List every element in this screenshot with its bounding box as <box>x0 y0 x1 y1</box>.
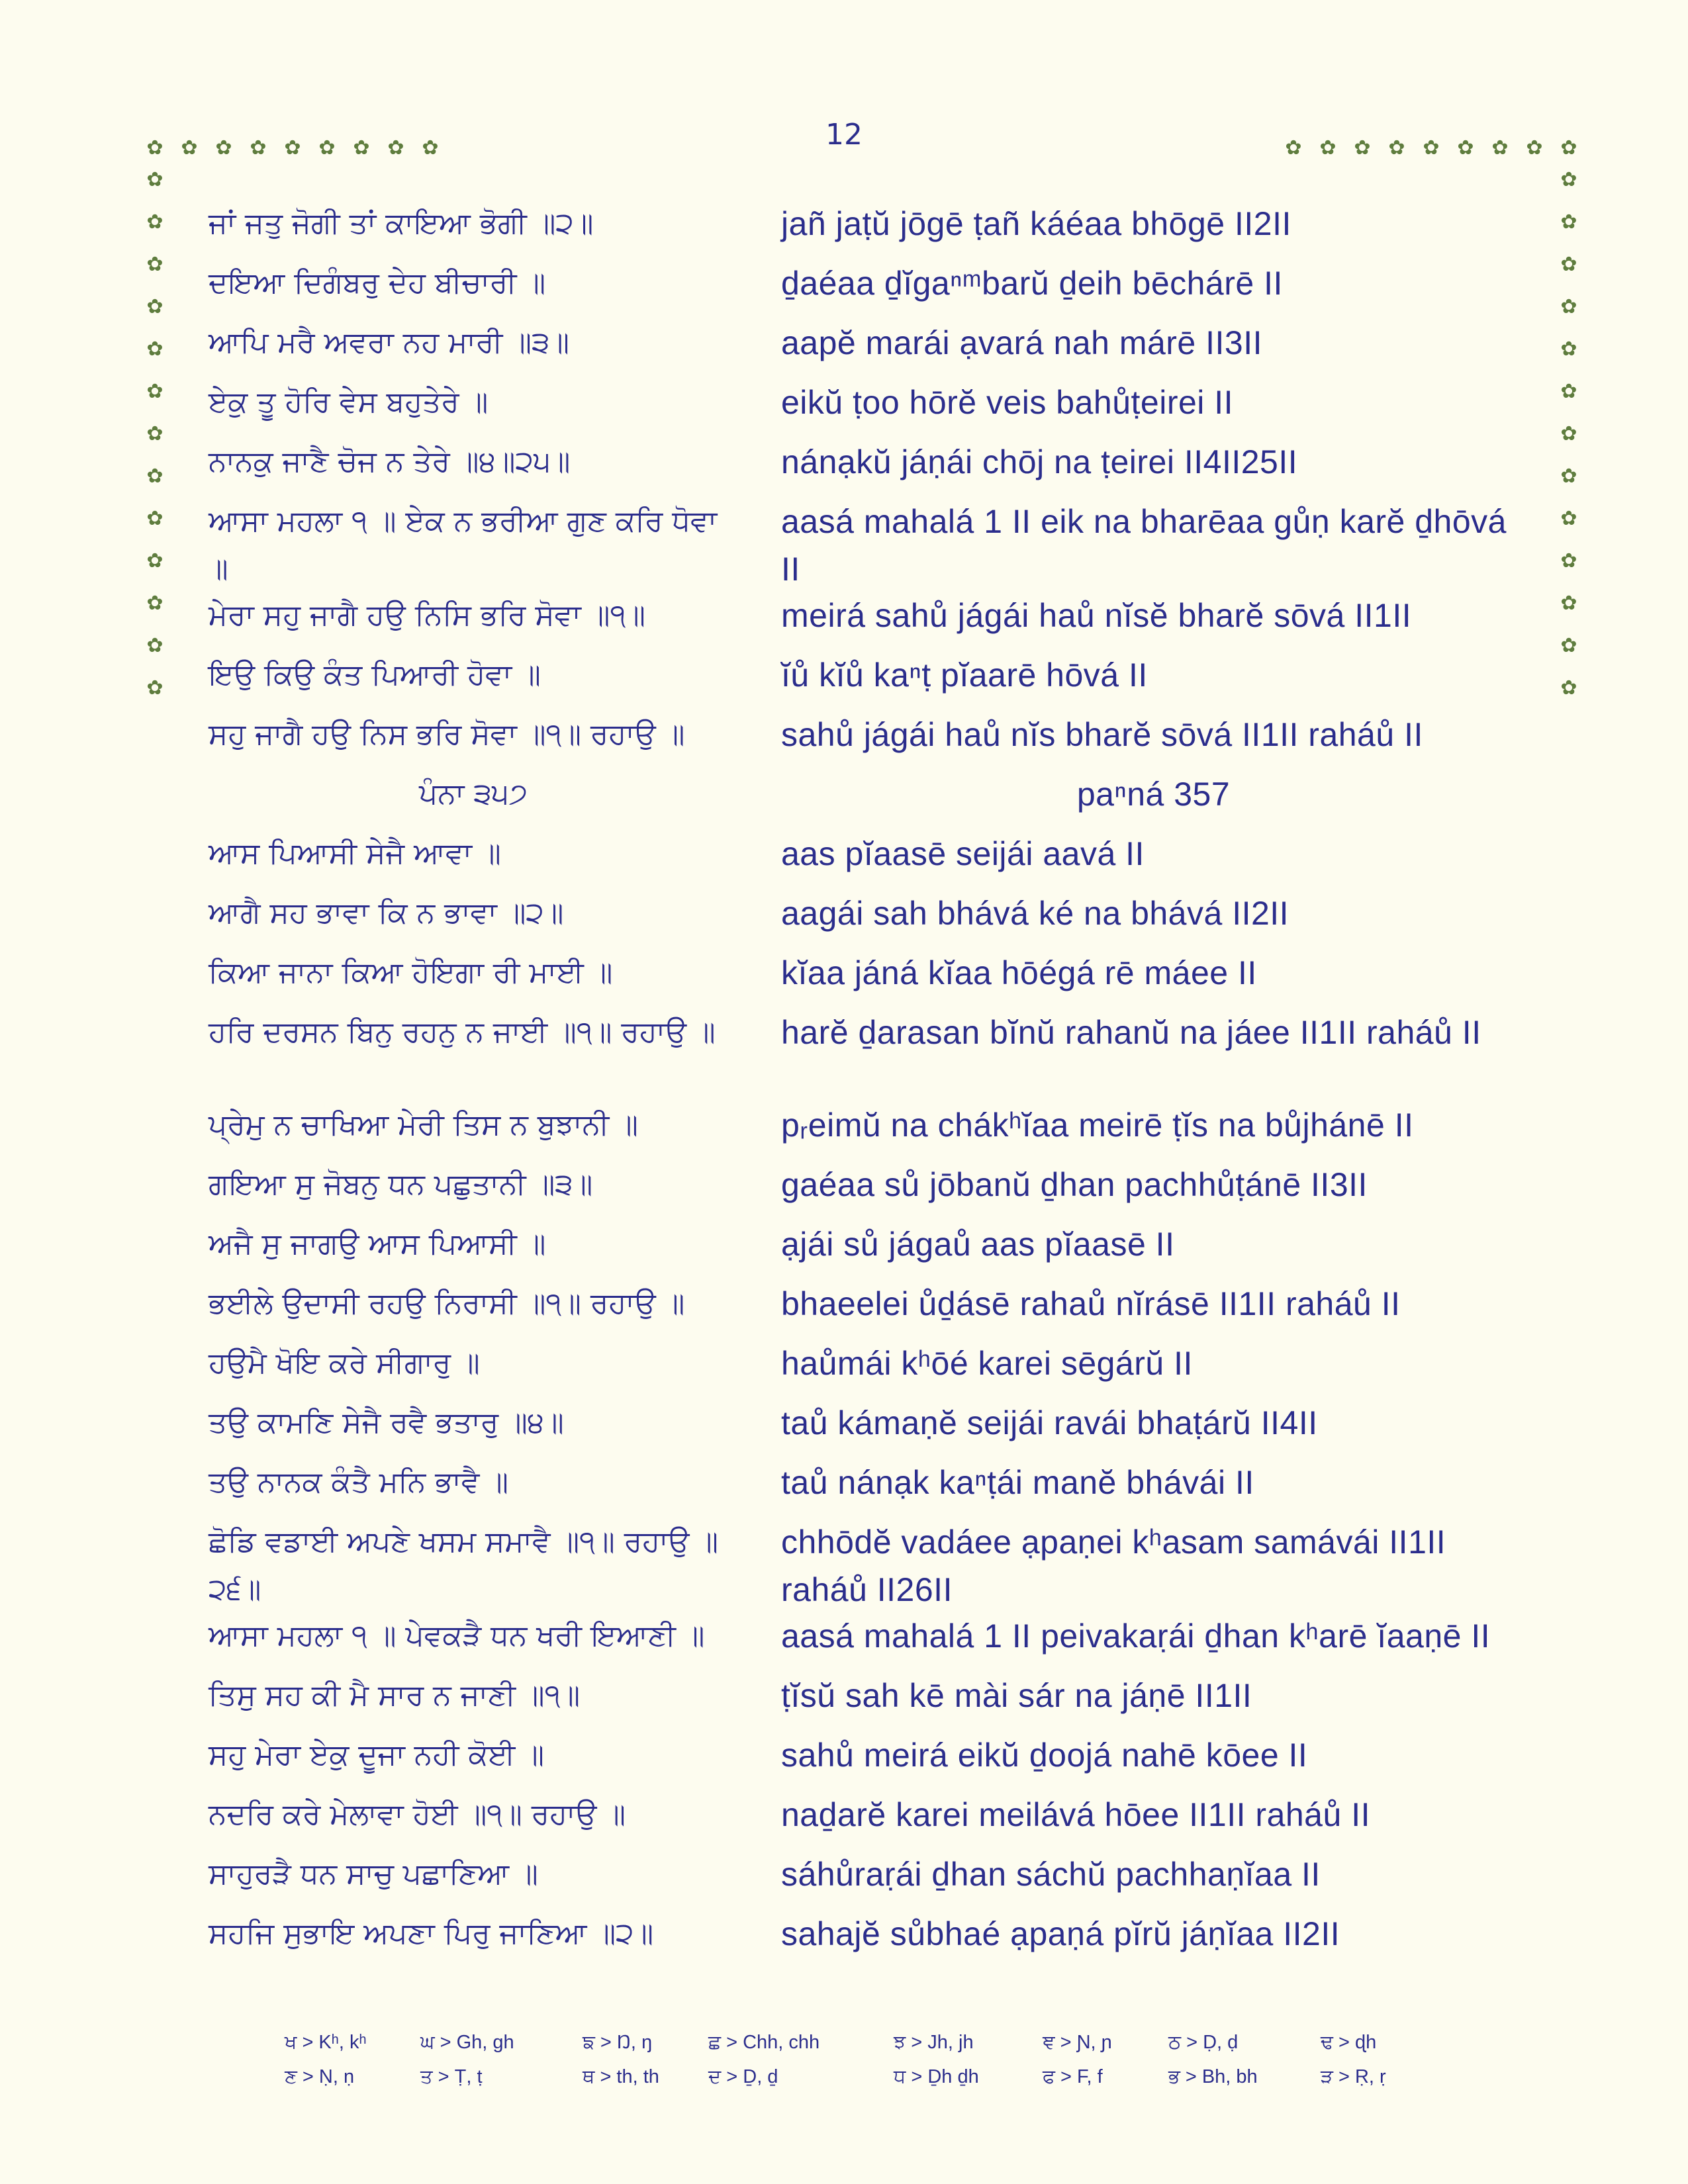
gurmukhi-text: ਨਦਰਿ ਕਰੇ ਮੇਲਾਵਾ ਹੋਈ ॥੧॥ ਰਹਾਉ ॥ <box>209 1797 626 1831</box>
page-reference-gurmukhi: ਪੰਨਾ ੩੫੭ <box>418 777 528 811</box>
verse-line <box>0 1101 1688 1161</box>
flower-icon: ✿ <box>1423 136 1440 159</box>
legend-entry: ਧ > Ḏh ḏh <box>894 2066 979 2087</box>
flower-icon: ✿ <box>1560 507 1577 530</box>
legend-entry: ਤ > Ṭ, ṭ <box>420 2066 483 2087</box>
flower-icon: ✿ <box>1354 136 1371 159</box>
verse-line <box>0 770 1688 830</box>
flower-icon: ✿ <box>181 136 198 159</box>
transliteration-text: naḏarĕ karei meilává hōee II1II raháů II <box>781 1796 1370 1833</box>
gurmukhi-text: ਨਾਨਕੁ ਜਾਣੈ ਚੋਜ ਨ ਤੇਰੇ ॥੪॥੨੫॥ <box>209 445 571 478</box>
gurmukhi-text: ਜਾਂ ਜਤੁ ਜੋਗੀ ਤਾਂ ਕਾਇਆ ਭੋਗੀ ॥੨॥ <box>209 206 594 240</box>
flower-icon: ✿ <box>146 136 164 159</box>
transliteration-text: jañ jaṭŭ jōgē ṭañ káéaa bhōgē II2II <box>781 205 1291 242</box>
legend-entry: ਙ > Ŋ, ŋ <box>583 2032 653 2053</box>
gurmukhi-text: ਅਜੈ ਸੁ ਜਾਗਉ ਆਸ ਪਿਆਸੀ ॥ <box>209 1227 546 1261</box>
verse-line <box>0 1009 1688 1068</box>
flower-icon: ✿ <box>1560 136 1577 159</box>
legend-entry: ਢ > ɖh <box>1321 2032 1377 2053</box>
legend-entry: ਝ > Jh, jh <box>894 2032 974 2053</box>
flower-icon: ✿ <box>353 136 370 159</box>
verse-line <box>0 1910 1688 1970</box>
verse-line <box>0 1850 1688 1910</box>
transliteration-text: harĕ ḏarasan bĭnŭ rahanŭ na jáee II1II raháů II <box>781 1014 1481 1051</box>
page-reference-translit: paⁿná 357 <box>1076 776 1231 813</box>
transliteration-text: gaéaa sů jōbanŭ ḏhan pachhůṭánē II3II <box>781 1166 1368 1203</box>
verse-line <box>0 1731 1688 1791</box>
legend-row <box>285 2066 1410 2101</box>
transliteration-text: bhaeelei ůḏásē rahaů nĭrásē II1II raháů II <box>781 1285 1401 1322</box>
flower-icon: ✿ <box>146 168 164 191</box>
verse-line <box>0 889 1688 949</box>
gurmukhi-text: ਗਇਆ ਸੁ ਜੋਬਨੁ ਧਨ ਪਛੁਤਾਨੀ ॥੩॥ <box>209 1167 593 1201</box>
flower-icon: ✿ <box>1526 136 1543 159</box>
verse-line <box>0 1518 1688 1608</box>
transliteration-text: sáhůraṛái ḏhan sáchŭ pachhaṇĭaa II <box>781 1856 1321 1893</box>
gurmukhi-text: ਆਸਾ ਮਹਲਾ ੧ ॥ ਪੇਵਕੜੈ ਧਨ ਖਰੀ ਇਆਣੀ ॥ <box>209 1619 705 1653</box>
legend-entry: ਞ > Ɲ, ɲ <box>1043 2032 1112 2053</box>
flower-icon: ✿ <box>1560 422 1577 445</box>
verse-line <box>0 319 1688 379</box>
flower-icon: ✿ <box>1560 253 1577 276</box>
flower-icon: ✿ <box>146 338 164 361</box>
page-number: 12 <box>825 118 863 152</box>
transliteration-text: haůmái kʰōé karei sēgárŭ II <box>781 1345 1193 1382</box>
flower-icon: ✿ <box>1388 136 1405 159</box>
flower-icon: ✿ <box>146 380 164 403</box>
flower-icon: ✿ <box>250 136 267 159</box>
flower-icon: ✿ <box>1560 634 1577 657</box>
gurmukhi-text: ਤਉ ਕਾਮਣਿ ਸੇਜੈ ਰਵੈ ਭਤਾਰੁ ॥੪॥ <box>209 1406 564 1439</box>
legend-row <box>285 2032 1410 2066</box>
legend-entry: ੜ > Ṛ, ṛ <box>1321 2066 1386 2087</box>
verse-line <box>0 1280 1688 1340</box>
legend-entry: ਥ > th, th <box>583 2066 659 2087</box>
transliteration-text: aas pĭaasē seijái aavá II <box>781 835 1145 872</box>
gurmukhi-text: ਮੇਰਾ ਸਹੁ ਜਾਗੈ ਹਉ ਨਿਸਿ ਭਰਿ ਸੋਵਾ ॥੧॥ <box>209 598 646 632</box>
flower-icon: ✿ <box>146 210 164 234</box>
verse-line <box>0 949 1688 1009</box>
gurmukhi-text: ਤਿਸੁ ਸਹ ਕੀ ਮੈ ਸਾਰ ਨ ਜਾਣੀ ॥੧॥ <box>209 1678 581 1712</box>
gurmukhi-text: ਭਈਲੇ ਉਦਾਸੀ ਰਹਉ ਨਿਰਾਸੀ ॥੧॥ ਰਹਾਉ ॥ <box>209 1287 685 1320</box>
verse-line <box>0 651 1688 711</box>
transliteration-text: ĭů kĭů kaⁿṭ pĭaarē hōvá II <box>781 657 1148 694</box>
flower-icon: ✿ <box>1560 168 1577 191</box>
gurmukhi-text: ਸਹੁ ਮੇਰਾ ਏਕੁ ਦੂਜਾ ਨਹੀ ਕੋਈ ॥ <box>209 1738 545 1772</box>
verse-line <box>0 1791 1688 1850</box>
flower-icon: ✿ <box>146 676 164 700</box>
flower-icon: ✿ <box>215 136 232 159</box>
legend-entry: ਛ > Chh, chh <box>708 2032 820 2053</box>
flower-icon: ✿ <box>146 295 164 318</box>
flower-icon: ✿ <box>1560 210 1577 234</box>
flower-icon: ✿ <box>146 422 164 445</box>
gurmukhi-text: ਆਗੈ ਸਹ ਭਾਵਾ ਕਿ ਨ ਭਾਵਾ ॥੨॥ <box>209 896 564 930</box>
transliteration-text: eikŭ ṭoo hōrĕ veis bahůṭeirei II <box>781 384 1234 421</box>
flower-icon: ✿ <box>1560 295 1577 318</box>
transliteration-text: aasá mahalá 1 II peivakaṛái ḏhan kʰarē ĭaaṇē II <box>781 1617 1491 1655</box>
legend-entry: ਦ > Ḏ, ḏ <box>708 2066 778 2087</box>
flower-icon: ✿ <box>146 507 164 530</box>
flower-icon: ✿ <box>146 253 164 276</box>
gurmukhi-text: ਪ੍ਰੇਮੁ ਨ ਚਾਖਿਆ ਮੇਰੀ ਤਿਸ ਨ ਬੁਝਾਨੀ ॥ <box>209 1108 638 1142</box>
verse-line <box>0 1399 1688 1459</box>
gurmukhi-text: ਇਉ ਕਿਉ ਕੰਤ ਪਿਆਰੀ ਹੋਵਾ ॥ <box>209 658 541 692</box>
transliteration-text: aagái sah bhává ké na bhává II2II <box>781 895 1289 932</box>
flower-icon: ✿ <box>1285 136 1302 159</box>
transliteration-text: kĭaa jáná kĭaa hōégá rē máee II <box>781 954 1257 991</box>
verse-line <box>0 200 1688 259</box>
flower-icon: ✿ <box>1560 338 1577 361</box>
transliteration-text: sahajĕ sůbhaé ạpaṇá pĭrŭ jáṇĭaa II2II <box>781 1915 1340 1952</box>
transliteration-text: nánạkŭ jáṇái chōj na ṭeirei II4II25II <box>781 443 1298 480</box>
verse-line <box>0 592 1688 651</box>
flower-icon: ✿ <box>387 136 404 159</box>
gurmukhi-text: ਹਉਮੈ ਖੋਇ ਕਰੇ ਸੀਗਾਰੁ ॥ <box>209 1346 480 1380</box>
gurmukhi-text: ਹਰਿ ਦਰਸਨ ਬਿਨੁ ਰਹਨੁ ਨ ਜਾਈ ॥੧॥ ਰਹਾਉ ॥ <box>209 1015 716 1049</box>
gurmukhi-text: ਆਸਾ ਮਹਲਾ ੧ ॥ ਏਕ ਨ ਭਰੀਆ ਗੁਣ ਕਰਿ ਧੋਵਾ ॥ <box>209 504 718 586</box>
verse-line <box>0 1459 1688 1518</box>
transliteration-text: pᵣeimŭ na chákʰĭaa meirē ṭĭs na bůjhánē II <box>781 1107 1414 1144</box>
flower-icon: ✿ <box>1319 136 1336 159</box>
gurmukhi-text: ਸਹੁ ਜਾਗੈ ਹਉ ਨਿਸ ਭਰਿ ਸੋਵਾ ॥੧॥ ਰਹਾਉ ॥ <box>209 717 685 751</box>
verse-line <box>0 1161 1688 1220</box>
verse-line <box>0 711 1688 770</box>
gurmukhi-text: ਸਹਜਿ ਸੁਭਾਇ ਅਪਣਾ ਪਿਰੁ ਜਾਣਿਆ ॥੨॥ <box>209 1917 654 1950</box>
transliteration-text: aapĕ marái ạvará nah márē II3II <box>781 324 1262 361</box>
flower-icon: ✿ <box>1457 136 1474 159</box>
flower-icon: ✿ <box>146 634 164 657</box>
transliteration-text: ạjái sů jágaů aas pĭaasē II <box>781 1226 1175 1263</box>
gurmukhi-text: ਛੋਡਿ ਵਡਾਈ ਅਪਣੇ ਖਸਮ ਸਮਾਵੈ ॥੧॥ ਰਹਾਉ ॥੨੬॥ <box>209 1525 719 1606</box>
legend-entry: ਖ > Kʰ, kʰ <box>285 2032 367 2053</box>
flower-icon: ✿ <box>146 592 164 615</box>
gurmukhi-text: ਏਕੁ ਤੂ ਹੋਰਿ ਵੇਸ ਬਹੁਤੇਰੇ ॥ <box>209 385 489 419</box>
flower-icon: ✿ <box>318 136 336 159</box>
gurmukhi-text: ਆਪਿ ਮਰੈ ਅਵਰਾ ਨਹ ਮਾਰੀ ॥੩॥ <box>209 326 570 359</box>
transliteration-text: taů kámaṇĕ seijái ravái bhaṭárŭ II4II <box>781 1404 1318 1441</box>
legend-entry: ਣ > Ṇ, ṇ <box>285 2066 355 2087</box>
flower-icon: ✿ <box>146 549 164 572</box>
transliteration-text: sahů meirá eikŭ ḏoojá nahē kōee II <box>781 1737 1308 1774</box>
transliteration-legend <box>285 2032 1410 2101</box>
legend-entry: ਘ > Gh, gh <box>420 2032 514 2053</box>
transliteration-text: ṭĭsŭ sah kē mài sár na jáṇē II1II <box>781 1677 1252 1714</box>
verse-line <box>0 1672 1688 1731</box>
verse-line <box>0 498 1688 588</box>
verse-line <box>0 1340 1688 1399</box>
transliteration-text: ḏaéaa ḏĭgaⁿᵐbarŭ ḏeih bēchárē II <box>781 265 1283 302</box>
gurmukhi-text: ਤਉ ਨਾਨਕ ਕੰਤੈ ਮਨਿ ਭਾਵੈ ॥ <box>209 1465 509 1499</box>
flower-icon: ✿ <box>146 465 164 488</box>
gurmukhi-text: ਸਾਹੁਰੜੈ ਧਨ ਸਾਚੁ ਪਛਾਣਿਆ ॥ <box>209 1857 538 1891</box>
legend-entry: ਭ > Bh, bh <box>1168 2066 1258 2087</box>
transliteration-text: sahů jágái haů nĭs bharĕ sōvá II1II raháů II <box>781 716 1423 753</box>
verse-line <box>0 1220 1688 1280</box>
transliteration-text: taů nánạk kaⁿṭái manĕ bhávái II <box>781 1464 1254 1501</box>
gurmukhi-text: ਦਇਆ ਦਿਗੰਬਰੁ ਦੇਹ ਬੀਚਾਰੀ ॥ <box>209 266 546 300</box>
flower-icon: ✿ <box>1560 380 1577 403</box>
legend-entry: ਠ > Ḍ, ḍ <box>1168 2032 1239 2053</box>
flower-icon: ✿ <box>1491 136 1509 159</box>
verse-line <box>0 379 1688 438</box>
legend-entry: ਫ > F, f <box>1043 2066 1103 2087</box>
flower-icon: ✿ <box>284 136 301 159</box>
transliteration-text: meirá sahů jágái haů nĭsĕ bharĕ sōvá II1II <box>781 597 1412 634</box>
flower-icon: ✿ <box>1560 549 1577 572</box>
verse-line <box>0 438 1688 498</box>
verse-line <box>0 830 1688 889</box>
flower-icon: ✿ <box>1560 465 1577 488</box>
flower-icon: ✿ <box>1560 592 1577 615</box>
transliteration-text: chhōdĕ vadáee ạpaṇei kʰasam samávái II1II raháů II26II <box>781 1524 1446 1608</box>
transliteration-text: aasá mahalá 1 II eik na bharēaa gůṇ karĕ ḏhōvá II <box>781 503 1507 588</box>
flower-icon: ✿ <box>1560 676 1577 700</box>
flower-icon: ✿ <box>422 136 439 159</box>
verse-line <box>0 1612 1688 1672</box>
verse-line <box>0 259 1688 319</box>
gurmukhi-text: ਕਿਆ ਜਾਨਾ ਕਿਆ ਹੋਇਗਾ ਰੀ ਮਾਈ ॥ <box>209 956 613 989</box>
gurmukhi-text: ਆਸ ਪਿਆਸੀ ਸੇਜੈ ਆਵਾ ॥ <box>209 837 501 870</box>
